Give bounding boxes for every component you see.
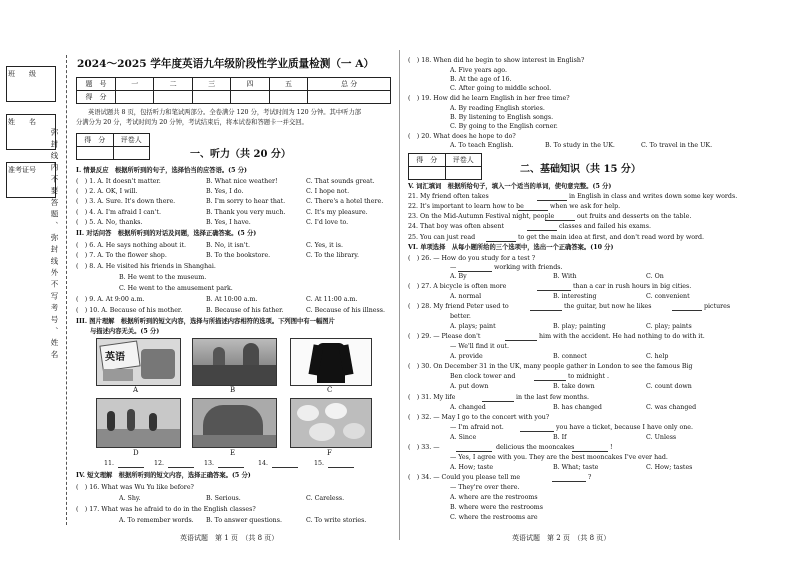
blank-number: 15. [314,460,325,467]
question-stem: ( ) 4. A. I'm afraid I can't. [76,209,161,216]
option-a: A. put down [450,383,489,390]
option-c: C. By going to the English corner. [450,123,558,130]
picture-e [192,398,277,448]
scorer-cell: 评卷人 [445,154,482,167]
option-b: B. What nice weather! [206,178,278,185]
question-text: classes and failed his exams. [559,223,651,230]
part-title-cont: 与描述内容无关。(5 分) [90,328,160,335]
option-b: B. At 10:00 a.m. [206,296,258,303]
option-c: C. Careless. [306,495,345,502]
question-text: in English in class and writes down some key words. [569,193,738,200]
exam-number-label: 准考证号 [8,166,36,174]
picture-label: B [230,386,236,394]
scorer-cell: 得 分 [77,134,114,147]
answer-blank[interactable] [545,220,575,221]
picture-label: C [327,386,333,394]
question-text: — They're over there. [450,484,520,491]
intro-line: 分满分为 20 分，考试时间为 20 分钟，考试结束后，将本试卷和答题卡一并交回。 [76,119,308,126]
option-b: B. To study in the UK. [545,142,615,149]
option-c: C. That sounds great. [306,178,375,185]
option-c: C. I hope not. [306,188,350,195]
question-text: — Yes, I agree with you. They are the best mooncakes I've ever had. [450,454,668,461]
question-text: better. [450,313,471,320]
scorer-cell: 评卷人 [113,134,150,147]
score-cell [231,91,269,104]
option-a: A. provide [450,353,483,360]
question-stem: ( ) 34. — Could you please tell me [408,474,521,481]
picture-c [290,338,372,386]
option-b: B. To the bookstore. [206,252,271,259]
scorer-table [408,153,482,180]
option-c: C. convenient [646,293,690,300]
question-stem: ( ) 28. My friend Peter used to [408,303,509,310]
option-a: A. changed [450,404,486,411]
part-title: VI. 单项选择 从每小题所给的三个选项中，选出一个正确答案。(10 分) [408,244,614,251]
question-stem: ( ) 17. What was he afraid to do in the English classes? [76,506,256,513]
blank-number: 14. [258,460,269,467]
option-a: A. By reading English stories. [450,105,545,112]
score-cell: 五 [269,78,307,91]
question-text: delicious the mooncakes [496,444,575,451]
option-c: C. where the restrooms are [450,514,538,521]
option-a: A. Since [450,434,477,441]
score-cell: 四 [231,78,269,91]
answer-blank [572,451,608,452]
option-c: C. was changed [646,404,697,411]
question-text: him with the accident. He had nothing to do with it. [539,333,705,340]
answer-blank [537,290,571,291]
question-stem: ( ) 31. My life [408,394,456,401]
score-cell: 二 [154,78,192,91]
picture-b [192,338,277,386]
answer-blank [530,310,562,311]
part-title: V. 词汇填词 根据所给句子，填入一个适当的单词，使句意完整。(5 分) [408,183,612,190]
option-b: B. He went to the museum. [119,274,207,281]
scorer-cell: 得 分 [409,154,446,167]
option-c: C. Unless [646,434,677,441]
scorer-cell [409,167,446,180]
section-title: 一、听力（共 20 分） [190,149,291,160]
option-c: C. It's my pleasure. [306,209,368,216]
name-label: 姓 名 [8,118,36,126]
option-b: B. At the age of 16. [450,76,512,83]
question-stem: ( ) 30. On December 31 in the UK, many people gather in London to see the famous Big [408,363,693,370]
answer-blank [458,271,492,272]
question-text: in the last few months. [516,394,590,401]
question-stem: 23. On the Mid-Autumn Festival night, people [408,213,555,220]
part-title: III. 图片理解 根据所听到的短文内容，选择与所描述内容相符的选项。下列图中有一幅图片 [76,318,335,325]
answer-blank [552,481,586,482]
question-stem: ( ) 3. A. Sure. It's down there. [76,198,176,205]
option-c: C. At 11:00 a.m. [306,296,358,303]
option-c: C. To write stories. [306,517,367,524]
page-footer: 英语试题 第 1 页 （共 8 页） [180,534,279,542]
answer-blank [534,380,566,381]
option-c: C. play; paints [646,323,692,330]
question-text: to get the main idea at first, and don't read word by word. [518,234,705,241]
option-b: B. connect [553,353,587,360]
question-text: Ben clock tower and [450,373,516,380]
seal-dashed-line [66,55,67,525]
score-cell [154,91,192,104]
picture-a-book-title: 英语 [105,352,125,363]
section-title: 二、基础知识（共 15 分） [520,164,641,175]
option-c: C. After going to middle school. [450,85,552,92]
option-b: B. To answer questions. [206,517,282,524]
picture-f [290,398,372,448]
option-a: A. How; taste [450,464,494,471]
picture-d [96,398,181,448]
question-text: ? [588,474,592,481]
option-b: B. I'm sorry to hear that. [206,198,286,205]
option-c: C. To the library. [306,252,359,259]
question-stem: 25. You can just read [408,234,476,241]
answer-blank[interactable] [518,210,548,211]
score-cell [192,91,230,104]
blank-number: 11. [104,460,115,467]
answer-blank[interactable] [537,200,567,201]
option-b: B. Serious. [206,495,241,502]
option-a: A. plays; paint [450,323,496,330]
question-stem: ( ) 29. — Please don't [408,333,481,340]
option-b: B. interesting [553,293,597,300]
score-cell: 题 号 [77,78,116,91]
option-c: C. I'd love to. [306,219,349,226]
question-text: working with friends. [494,264,563,271]
question-stem: ( ) 33. — [408,444,440,451]
option-c: C. He went to the amusement park. [119,285,233,292]
picture-label: E [230,449,236,457]
option-b: B. take down [553,383,595,390]
answer-blank [505,340,537,341]
option-c: C. How; tastes [646,464,693,471]
picture-label: F [327,449,332,457]
score-cell [308,91,391,104]
option-b: B. Because of his father. [206,307,284,314]
answer-blank[interactable] [218,467,244,468]
question-stem: ( ) 8. A. He visited his friends in Shanghai. [76,263,216,270]
option-b: B. Yes, I have. [206,219,251,226]
dash: — [450,264,457,271]
question-stem: ( ) 2. A. OK, I will. [76,188,138,195]
question-stem: ( ) 27. A bicycle is often more [408,283,507,290]
question-text: out fruits and desserts on the table. [577,213,692,220]
score-cell: 得 分 [77,91,116,104]
blank-number: 12. [154,460,165,467]
option-b: B. Yes, I do. [206,188,244,195]
answer-blank[interactable] [272,467,298,468]
question-stem: ( ) 16. What was Wu Yu like before? [76,484,194,491]
option-a: A. where are the restrooms [450,494,538,501]
score-table [76,77,391,104]
option-a: A. Five years ago. [450,67,507,74]
answer-blank[interactable] [328,467,354,468]
question-text: ! [610,444,613,451]
question-text: the guitar, but now he likes [564,303,652,310]
blank-number: 13. [204,460,215,467]
score-cell [116,91,154,104]
question-stem: 21. My friend often takes [408,193,489,200]
question-text: — We'll find it out. [450,343,509,350]
picture-label: A [133,386,139,394]
scorer-cell [77,147,114,160]
option-b: B. With [553,273,577,280]
question-stem: ( ) 26. — How do you study for a test ? [408,255,536,262]
option-b: B. By listening to English songs. [450,114,554,121]
question-stem: 22. It's important to learn how to be [408,203,524,210]
intro-line: 英语试题共 8 页，包括听力和笔试两部分。全卷满分 120 分，考试时间为 120 分钟。其中听力部 [88,109,362,116]
picture-a [96,338,181,386]
option-b: B. play; painting [553,323,606,330]
question-text: than a car in rush hours in big cities. [573,283,692,290]
option-a: A. By [450,273,467,280]
option-b: B. If [553,434,567,441]
option-a: A. Shy. [119,495,141,502]
question-text: you have a ticket, because I have only one. [556,424,694,431]
score-cell: 一 [116,78,154,91]
part-title: II. 对话问答 根据所听到的对话及问题，选择正确答案。(5 分) [76,230,257,237]
question-stem: ( ) 5. A. No, thanks. [76,219,143,226]
option-c: C. On [646,273,664,280]
page-title: 2024～2025 学年度英语九年级阶段性学业质量检测（一 A） [77,58,375,70]
score-cell: 三 [192,78,230,91]
option-a: A. normal [450,293,482,300]
question-stem: ( ) 18. When did he begin to show interest in English? [408,57,585,64]
option-c: C. help [646,353,669,360]
part-title: I. 情景反应 根据所听到的句子，选择恰当的应答语。(5 分) [76,167,247,174]
answer-blank[interactable] [118,467,144,468]
question-stem: ( ) 1. A. It doesn't matter. [76,178,161,185]
score-cell: 总 分 [308,78,391,91]
score-cell [269,91,307,104]
seal-line-text: 弥封线内不要答题、弥封线外不写考号、姓名 [50,128,59,362]
scorer-cell [113,147,150,160]
option-c: C. count down [646,383,692,390]
question-stem: ( ) 9. A. At 9:00 a.m. [76,296,145,303]
answer-blank[interactable] [168,467,194,468]
question-stem: ( ) 6. A. He says nothing about it. [76,242,187,249]
option-b: B. Thank you very much. [206,209,286,216]
part-title: IV. 短文理解 根据所听到的短文内容，选择正确答案。(5 分) [76,472,251,479]
answer-blank[interactable] [486,241,516,242]
question-stem: ( ) 7. A. To the flower shop. [76,252,167,259]
answer-blank [482,401,514,402]
question-stem: ( ) 10. A. Because of his mother. [76,307,183,314]
question-text: pictures [704,303,731,310]
answer-blank[interactable] [527,230,557,231]
option-a: A. To remember words. [119,517,194,524]
page-footer: 英语试题 第 2 页 （共 8 页） [512,534,611,542]
option-b: B. where were the restrooms [450,504,544,511]
scorer-cell [445,167,482,180]
option-c: C. To travel in the UK. [641,142,713,149]
option-c: C. Because of his illness. [306,307,385,314]
page-divider [399,50,400,540]
question-text: to midnight . [568,373,610,380]
option-b: B. No, it isn't. [206,242,251,249]
question-text: — I'm afraid not. [450,424,504,431]
option-b: B. has changed [553,404,602,411]
question-stem: ( ) 19. How did he learn English in her free time? [408,95,570,102]
option-c: C. Yes, it is. [306,242,343,249]
class-label: 班 级 [8,70,36,78]
scorer-table [76,133,150,160]
answer-blank [456,451,492,452]
option-b: B. What; taste [553,464,599,471]
picture-label: D [133,449,139,457]
option-c: C. There's a hotel there. [306,198,384,205]
question-stem: ( ) 20. What does he hope to do? [408,133,516,140]
answer-blank [520,431,554,432]
question-stem: ( ) 32. — May I go to the concert with you? [408,414,550,421]
question-text: when we ask for help. [550,203,621,210]
answer-blank [672,310,702,311]
question-stem: 24. That boy was often absent [408,223,505,230]
option-a: A. To teach English. [450,142,514,149]
